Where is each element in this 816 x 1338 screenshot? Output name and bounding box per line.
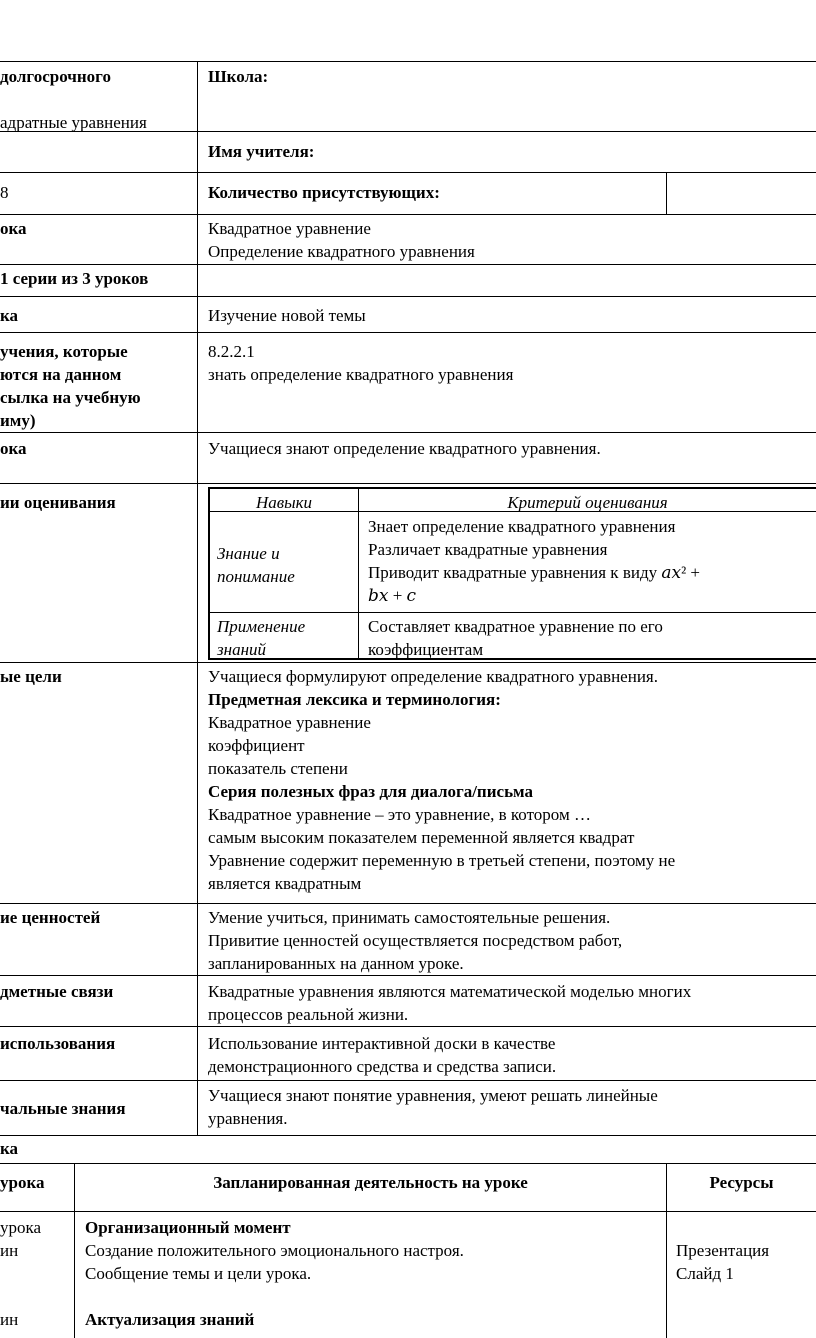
left-label-language-goals: ые цели [0,667,62,686]
skill-line: понимание [217,567,295,586]
phrase-item: самым высоким показателем переменной является квадрат [208,828,635,847]
resource-line: Презентация [676,1241,770,1260]
row-divider [0,1080,816,1081]
phrase-item: является квадратным [208,874,362,893]
criteria-knowledge [368,515,700,607]
activity-title: Актуализация знаний [85,1310,255,1329]
row-divider [0,975,816,976]
left-label-lesson-type: ка [0,306,19,325]
skill-knowledge [217,542,295,588]
label-line: учения, которые [0,342,128,361]
criteria-row-divider [208,612,816,613]
stage-line: урока [0,1218,42,1237]
left-label-lesson-goals: ока [0,439,27,458]
values-line: Привитие ценностей осуществляется посредством работ, [208,931,623,950]
left-label-series: 1 серии из 3 уроков [0,269,149,288]
cross-line: Квадратные уравнения являются математической моделью многих [208,982,692,1001]
row-divider [0,172,816,173]
prior-line: уравнения. [208,1109,288,1128]
lesson-goals: Учащиеся знают определение квадратного уравнения. [208,439,601,458]
language-goals [208,665,675,895]
course-header-divider [0,1211,816,1212]
left-label-long-term: долгосрочного [0,67,111,86]
left-label-class: 8 [0,183,9,202]
vocab-item: коэффициент [208,736,305,755]
course-header-resources: Ресурсы [709,1173,774,1192]
values-text [208,906,622,975]
lesson-type: Изучение новой темы [208,306,366,325]
vocab-title: Предметная лексика и терминология: [208,690,501,709]
objective-code: 8.2.2.1 [208,342,255,361]
skill-line: знаний [217,640,266,659]
language-intro: Учащиеся формулируют определение квадратного уравнения. [208,667,658,686]
prior-line: Учащиеся знают понятие уравнения, умеют решать линейные [208,1086,658,1105]
vocab-item: показатель степени [208,759,348,778]
criteria-line: коэффициентам [368,640,484,659]
course-header-activity: Запланированная деятельность на уроке [213,1173,528,1192]
row-divider [0,432,816,433]
table-border-bottom [0,1135,816,1136]
criteria-application [368,615,663,661]
activity-line: Создание положительного эмоционального настроя. [85,1241,464,1260]
row-divider [0,1026,816,1027]
left-label-assessment: ии оценивания [0,493,116,512]
row-divider [0,214,816,215]
row-divider [0,662,816,663]
activity-line: Сообщение темы и цели урока. [85,1264,312,1283]
criteria-table-top [208,487,816,489]
phrase-item: Уравнение содержит переменную в третьей степени, поэтому не [208,851,676,870]
row-divider [0,903,816,904]
skill-line: Знание и [217,544,280,563]
row-divider [0,296,816,297]
row-divider [0,332,816,333]
left-label-values: ие ценностей [0,908,101,927]
activity-title: Организационный момент [85,1218,291,1237]
lesson-topic [208,217,475,263]
prior-knowledge-text [208,1084,658,1130]
vocab-item: Квадратное уравнение [208,713,371,732]
ict-text [208,1032,556,1078]
school-label: Школа: [208,67,269,86]
ict-line: демонстрационного средства и средства записи. [208,1057,557,1076]
criteria-line: Составляет квадратное уравнение по его [368,617,663,636]
course-table-top [0,1163,816,1164]
cross-curricular-text [208,980,691,1026]
ict-line: Использование интерактивной доски в качестве [208,1034,556,1053]
teacher-label: Имя учителя: [208,142,315,161]
topic-line: Определение квадратного уравнения [208,242,475,261]
table-border-top [0,61,816,62]
learning-objectives [208,340,513,386]
label-line: иму) [0,411,36,430]
skill-line: Применение [217,617,306,636]
label-line: ются на данном [0,365,122,384]
label-line: сылка на учебную [0,388,141,407]
stage-line: ин [0,1310,19,1329]
criteria-line: Знает определение квадратного уравнения [368,517,676,536]
resource-line: Слайд 1 [676,1264,734,1283]
criteria-line: Различает квадратные уравнения [368,540,608,559]
stage-line: ин [0,1241,19,1260]
left-label-topic: ока [0,219,27,238]
values-line: запланированных на данном уроке. [208,954,464,973]
course-resources-cell [676,1239,769,1285]
phrases-title: Серия полезных фраз для диалога/письма [208,782,534,801]
left-label-ict: использования [0,1034,116,1053]
cross-line: процессов реальной жизни. [208,1005,409,1024]
left-label-learning-objectives [0,340,141,432]
criteria-header-skills: Навыки [255,493,313,512]
cell-divider [666,172,667,214]
stage-line [0,1285,41,1308]
row-divider [0,483,816,484]
criteria-header-criteria: Критерий оценивания [507,493,668,512]
attendance-label: Количество присутствующих: [208,183,440,202]
course-header-stage: урока [0,1173,45,1192]
criteria-line: Приводит квадратные уравнения к виду 𝑎𝑥² + [368,563,700,582]
left-label-prior-knowledge: чальные знания [0,1099,126,1118]
topic-line: Квадратное уравнение [208,219,371,238]
left-label-cross-curricular: дметные связи [0,982,114,1001]
criteria-line: 𝑏𝑥 + 𝑐 [368,586,417,605]
values-line: Умение учиться, принимать самостоятельные решения. [208,908,611,927]
phrase-item: Квадратное уравнение – это уравнение, в котором … [208,805,591,824]
left-label-unit: адратные уравнения [0,113,147,132]
skill-application [217,615,305,661]
row-divider [0,264,816,265]
objective-text: знать определение квадратного уравнения [208,365,514,384]
stage-line [0,1262,41,1285]
section-title: ка [0,1139,19,1158]
course-stage-cell [0,1216,41,1331]
course-activity-cell [85,1216,464,1331]
